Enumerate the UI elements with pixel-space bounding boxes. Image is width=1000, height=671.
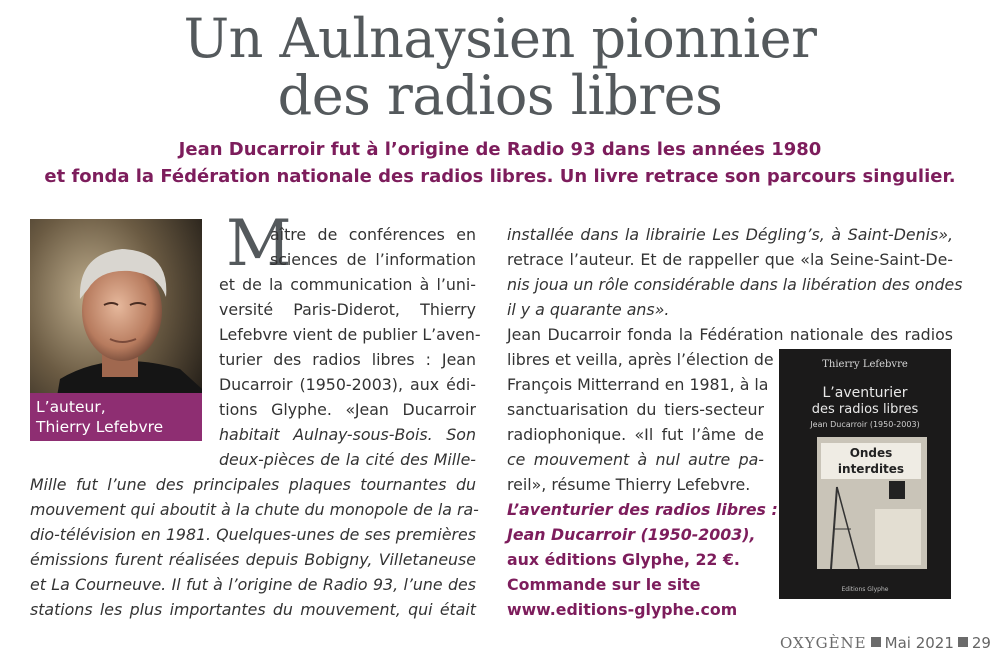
page-footer [780, 634, 990, 656]
cover-subtitle: Jean Ducarroir (1950-2003) [810, 420, 920, 429]
cover-poster-line-2: interdites [837, 462, 905, 476]
issue-date: Mai 2021 [884, 634, 954, 652]
col1-full-line: et La Courneuve. Il fut à l’origine de Radio 93, l’une des [30, 575, 476, 594]
article-title [0, 7, 1000, 127]
book-info-website-link[interactable]: www.editions-glyphe.com [507, 600, 738, 619]
square-bullet-icon [958, 637, 968, 647]
col2-narrow-line: radiophonique. «Il fut l’âme de [507, 425, 764, 444]
photo-caption [30, 393, 202, 441]
book-cover [779, 349, 951, 599]
drop-cap: M [226, 207, 292, 281]
col1-line: habitait Aulnay-sous-Bois. Son [219, 425, 476, 444]
col2-narrow-line: ce mouvement à nul autre pa- [507, 450, 764, 469]
col1-line: turier des radios libres : Jean [219, 350, 476, 369]
col2-narrow-line: François Mitterrand en 1981, à la [507, 375, 769, 394]
col1-full-line: mouvement qui aboutit à la chute du monopole de la ra- [30, 500, 479, 519]
col1-full-line: Mille fut l’une des principales plaques tournantes du [30, 475, 476, 494]
col2-line: retrace l’auteur. Et de rappeller que «la Seine-Saint-De- [507, 250, 953, 269]
col1-line: et de la communication à l’uni- [219, 275, 476, 294]
cover-poster-line-1: Ondes [849, 446, 893, 460]
cover-author: Thierry Lefebvre [822, 359, 908, 370]
caption-line-1: L’auteur, [36, 398, 106, 416]
col2-line: Jean Ducarroir fonda la Fédération nationale des radios [507, 325, 953, 344]
book-info-title: L’aventurier des radios libres : [507, 500, 778, 519]
cover-publisher: Editions Glyphe [841, 586, 889, 593]
page-number: 29 [971, 634, 991, 652]
cover-title-line-1: L’aventurier [822, 385, 908, 401]
col2-narrow-line: libres et veilla, après l’élection de [507, 350, 774, 369]
title-line-1: Un Aulnaysien pionnier [183, 7, 817, 70]
col2-line: il y a quarante ans». [507, 300, 670, 319]
book-info-publisher: aux éditions Glyphe, 22 €. [507, 550, 740, 569]
magazine-name: OXYGÈNE [780, 634, 867, 652]
lede-line-2: et fonda la Fédération nationale des radios libres. Un livre retrace son parcours singulier. [44, 166, 956, 187]
book-info-subtitle: Jean Ducarroir (1950-2003), [507, 525, 756, 544]
col1-full-line: dio-télévision en 1981. Quelques-unes de ses premières [30, 525, 476, 544]
book-cover-image-icon [779, 349, 951, 599]
book-info-order: Commande sur le site [507, 575, 701, 594]
cover-title-line-2: des radios libres [811, 402, 919, 417]
square-bullet-icon [871, 637, 881, 647]
col1-line: tions Glyphe. «Jean Ducarroir [219, 400, 476, 419]
col1-line: aître de conférences en [270, 225, 476, 244]
col1-line: sciences de l’information [270, 250, 476, 269]
article-lede [0, 136, 1000, 190]
col2-narrow-line: sanctuarisation du tiers-secteur [507, 400, 764, 419]
col1-full-line: stations les plus importantes du mouvement, qui était [30, 600, 476, 619]
title-line-2: des radios libres [277, 64, 723, 127]
col1-full-line: émissions furent réalisées depuis Bobigny, Villetaneuse [30, 550, 476, 569]
col2-narrow-line: reil», résume Thierry Lefebvre. [507, 475, 751, 494]
col1-line: Lefebvre vient de publier L’aven- [219, 325, 481, 344]
col2-line: nis joua un rôle considérable dans la libération des ondes [507, 275, 963, 294]
caption-line-2: Thierry Lefebvre [36, 418, 164, 436]
col1-line: Ducarroir (1950-2003), aux édi- [219, 375, 476, 394]
col2-line: installée dans la librairie Les Dégling’s, à Saint-Denis», [507, 225, 953, 244]
col1-line: deux-pièces de la cité des Mille- [219, 450, 476, 469]
lede-line-1: Jean Ducarroir fut à l’origine de Radio 93 dans les années 1980 [178, 139, 822, 160]
col1-line: versité Paris-Diderot, Thierry [219, 300, 476, 319]
